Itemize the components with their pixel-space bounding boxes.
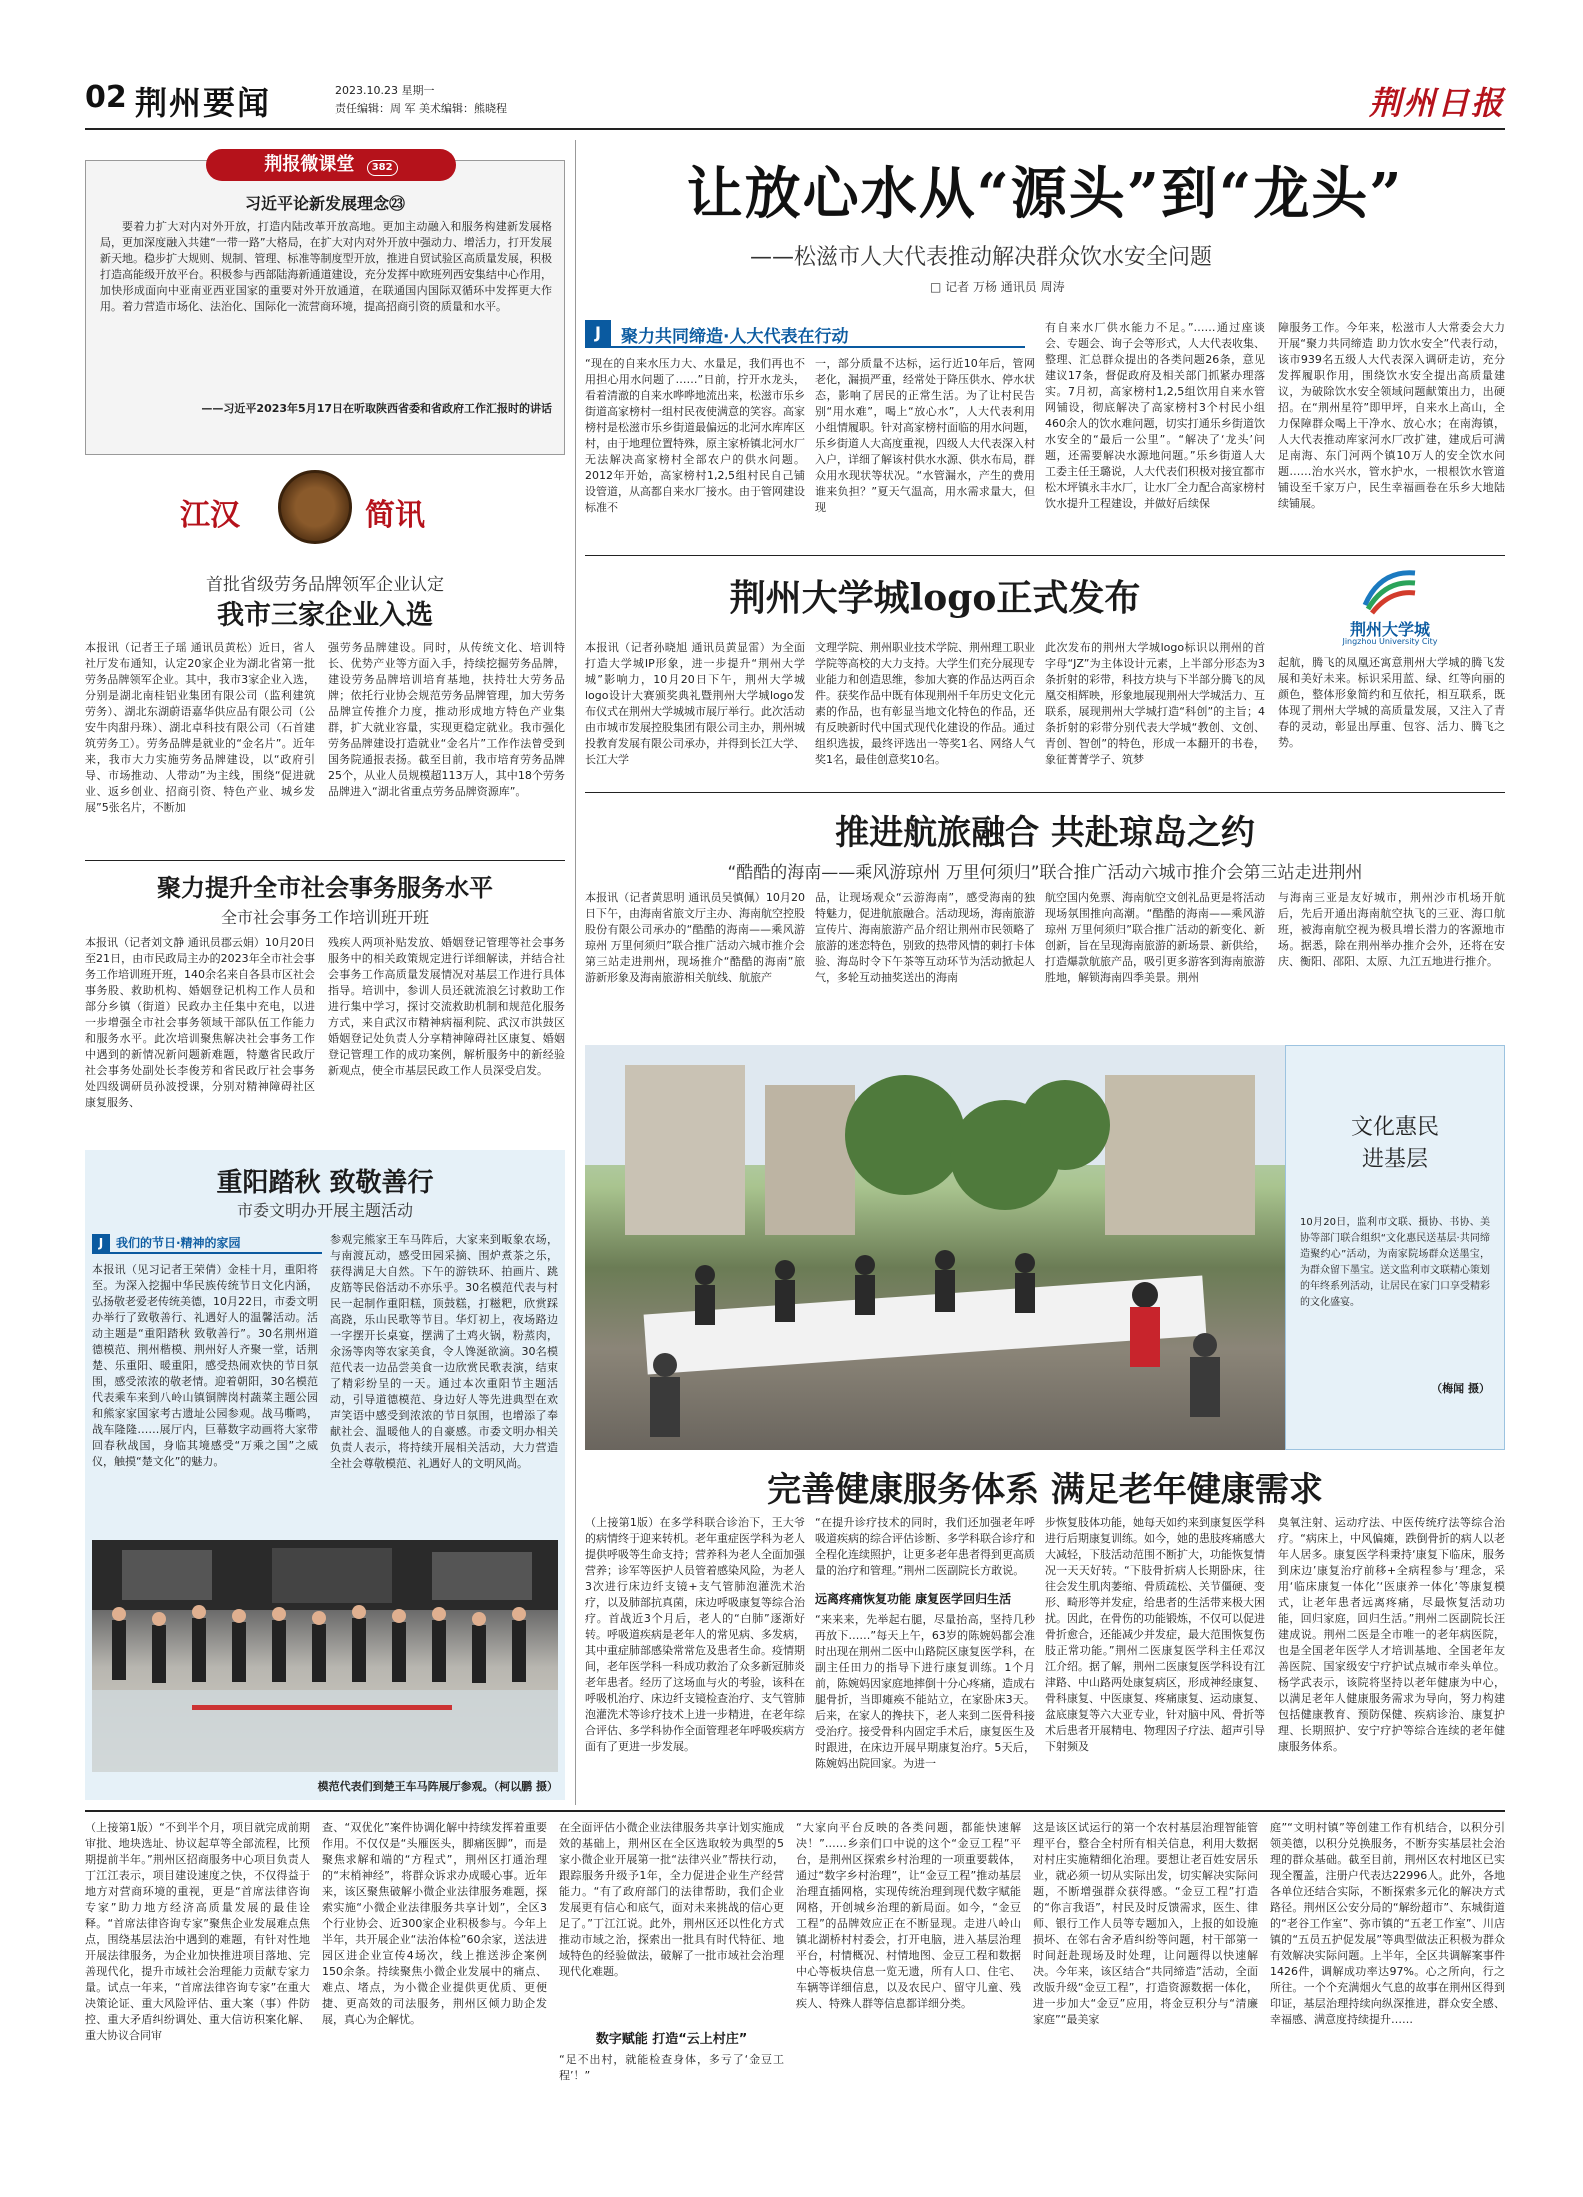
chongyang-banner-label: 我们的节日·精神的家园 — [116, 1236, 241, 1250]
divider — [585, 792, 1505, 793]
exhibition-photo — [92, 1540, 558, 1772]
chongyang-banner — [92, 1232, 322, 1254]
health-headline: 完善健康服务体系 满足老年健康需求 — [767, 1470, 1323, 1510]
main-col3: 有自来水厂供水能力不足。”……通过座谈会、专题会、询子会等形式，人大代表收集、整理、汇总群众提出的各类问题26条，意见建议17条，督促政府及相关部门抓紧办理落实。7月初，高家榜村1,2,5组饮用自来水管网铺设，彻底解决了高家榜村3个村民小组460余人的饮水难问题，切实打通乐乡街道饮水安全的“最后一公里”。“解决了‘龙头’问题，还需要解决水源地问题。”乐乡街道人大工委主任王璐说，人大代表们积极对接宜都市松木坪镇永丰水厂，让水厂全力配合高家榜村饮水提升工程建设，并做好后续保 — [1045, 321, 1265, 510]
hainan-subhead: “酷酷的海南——乘风游琼州 万里何须归”联合推广活动六城市推介会第三站走进荆州 — [727, 863, 1363, 883]
bottom-col6: 庭”“文明村镇”等创建工作有机结合，以积分引领美德，以积分兑换服务，不断夯实基层社会治理的群众基础。截至目前，荆州区农村地区已实现全覆盖，注册户代表达22996人。此外，各地各单位还结合实际，不断探索多元化的解决方式路径。荆州区公安分局的“解纷超市”、东城街道的“老谷工作室”、弥市镇的“五老工作室”、川店镇的“五员五护促发展”等典型做法正积极为群众有效解决实际问题。上半年，全区共调解案事件1426件，调解成功率达97%。心之所向，行之所往。一个个充满烟火气息的故事在荆州区得到印证，基层治理持续向纵深推进，群众安全感、幸福感、满意度持续提升…… — [1270, 1821, 1505, 2026]
masthead — [85, 78, 1505, 128]
weiketang-source: ——习近平2023年5月17日在听取陕西省委和省政府工作汇报时的讲话 — [201, 402, 552, 415]
weiketang-badge-label: 荆报微课堂 — [264, 154, 355, 175]
chongyang-col1: 本报讯（见习记者王荣倩）金桂十月，重阳将至。为深入挖掘中华民族传统节日文化内涵，弘扬敬老爱老传统美德，10月22日，市委文明办举行了致敬善行、礼遇好人的温馨活动。活动主题是“重阳踏秋 致敬善行”。30名荆州道德模范、荆州楷模、荆州好人齐聚一堂，话荆楚、乐重阳、暖重阳，感受热闹欢快的节日氛围，感受浓浓的敬老情。迎着朝阳，30名模范代表乘车来到八岭山镇铜牌岗村蔬菜主题公园和熊家家国家考古遗址公园参观。战马嘶鸣，战车隆隆……展厅内，巨幕数字动画将大家带回春秋战国，身临其境感受“万乘之国”之威仪，触摸“楚文化”的魅力。 — [92, 1263, 318, 1468]
bottom-col1: （上接第1版）“不到半个月，项目就完成前期审批、地块选址、协议起草等全部流程，比预期提前半年。”荆州区招商服务中心项目负责人丁江江表示，项目建设速度之快，不仅得益于地方对营商环境的重视，更是“首席法律咨询专家”助力地方经济高质量发展的最佳诠释。“首席法律咨询专家”聚焦企业发展难点焦点，围绕基层法治中遇到的难题，有针对性地开展法律服务，为企业加快推进项目落地、完善现代化，提升市域社会治理能力贡献专家力量。试点一年来，“首席法律咨询专家”在重大决策论证、重大风险评估、重大案（事）件防控、重大矛盾纠纷调处、重大信访积案化解、重大协议合同审 — [85, 1821, 310, 2042]
social-col1: 本报讯（记者刘文静 通讯员郡云娟）10月20日至21日，由市民政局主办的2023年全市社会事务工作培训班开班，140余名来自各县市区社会事务股、救助机构、婚姻登记机构工作人员和部分乡镇（街道）民政办主任集中充电，以进一步增强全市社会事务领域干部队伍工作能力和服务水平。此次培训聚焦解决社会事务工作中遇到的新情况新问题新难题，特邀省民政厅社会事务处副处长李俊芳和省民政厅社会事务处四级调研员孙波授课，分别对精神障碍社区康复服务、 — [85, 936, 315, 1109]
jzuc-logo-cn: 荆州大学城 — [1349, 620, 1430, 639]
divider — [85, 860, 565, 861]
weiketang-number: 382 — [367, 160, 398, 176]
column-logo-icon: J — [585, 320, 611, 346]
jzuc-logo-mark — [1360, 565, 1420, 615]
health-col2b: “来来来，先举起右腿，尽量抬高，坚持几秒再放下……”每天上午，63岁的陈婉妈都会准时出现在荆州二医中山路院区康复医学科，在副主任田力的指导下进行康复训练。1个月前，陈婉妈因家庭地摔倒十分心疼痛，造成右腿骨折，当即瘫痪不能站立，在家卧床3天。后来，在家人的搀扶下，老人来到二医骨科接受治疗。接受骨科内固定手术后，康复医生及时跟进，在床边开展早期康复治疗。5天后，陈婉妈出院回家。为进一 — [815, 1613, 1035, 1770]
culture-photo-scene — [585, 1045, 1285, 1450]
jianghan-logo-right: 简讯 — [365, 498, 425, 533]
hainan-col2: 品，让现场观众“云游海南”，感受海南的独特魅力，促进航旅融合。活动现场，海南旅游宣传片、海南旅游产品介绍让荆州市民领略了旅游的迷恋特色，别致的热带风情的刺打卡体验、海岛时令下午茶等互动环节为活动掀起人气，多轮互动抽奖送出的海南 — [815, 891, 1035, 984]
chongyang-subhead: 市委文明办开展主题活动 — [236, 1201, 413, 1220]
culture-title-line1: 文化惠民 — [1350, 1115, 1439, 1140]
bottom-col2: 查、“双优化”案件协调化解中持续发挥着重要作用。不仅仅是“头雁医头，脚痛医脚”，而是聚焦求解和端的“方程式”，荆州区打通治理的“末梢神经”，将群众诉求办成暖心事。近年来，该区聚焦破解小微企业法律服务难题，探索实施“小微企业法律服务共享计划”，全区3个行业协会、近300家企业积极参与。今年上半年，共开展企业“法治体检”60余家，送法进园区进企业宣传4场次，线上推送涉企案例150余条。持续聚焦小微企业发展中的痛点、难点、堵点，为小微企业提供更优质、更便捷、更高效的司法服务，荆州区倾力助企发展，真心为企解忧。 — [322, 1821, 547, 2026]
logo-col1: 本报讯（记者孙晓旭 通讯员黄显雷）为全面打造大学城IP形象，进一步提升“荆州大学城”影响力，10月20日下午，荆州大学城logo设计大赛颁奖典礼暨荆州大学城logo发布仪式在荆州大学城城市展厅举行。此次活动由市城市发展控股集团有限公司主办，荆州城投教育发展有限公司承办，并得到长江大学、长江大学 — [585, 641, 805, 766]
health-col2-subhead: 远离疼痛恢复功能 康复医学回归生活 — [815, 1592, 1012, 1606]
exhibition-photo-caption: 模范代表们到楚王车马阵展厅参观。（柯以鹏 摄） — [317, 1780, 558, 1793]
column-logo-icon: J — [92, 1234, 110, 1252]
social-col2: 残疾人两项补贴发放、婚姻登记管理等社会事务服务中的相关政策规定进行详细解读，并结合社会事务工作高质量发展情况对基层工作进行具体指导。培训中，参训人员还就流浪乞讨救助工作进行集中学习，探讨交流救助机制和规范化服务方式，来自武汉市精神病福利院、武汉市洪鼓区婚姻登记处负责人分享精神障碍社区康复、婚姻登记管理工作的成功案例，解析服务中的新经验新观点，使全市基层民政工作人员深受启发。 — [328, 936, 565, 1077]
health-col3: 步恢复肢体功能，她每天如约来到康复医学科进行后期康复训练。如今，她的患肢疼痛感大大减轻，下肢活动范围不断扩大，功能恢复情况一天天好转。“下肢骨折病人长期卧床，往往会发生肌肉萎缩、骨质疏松、关节僵硬、变形、畸形等并发症，给患者的生活带来极大困扰。因此，在骨伤的功能锻炼，不仅可以促进骨折愈合，还能减少并发症，最大范围恢复伤肢正常功能。”荆州二医康复医学科主任邓汉江介绍。据了解，荆州二医康复医学科设有江津路、中山路两处康复病区，形成神经康复、骨科康复、中医康复、疼痛康复、运动康复、盆底康复等六大亚专业，针对脑中风、骨折等术后患者开展精电、物理因子疗法、超声引导下射频及 — [1045, 1516, 1265, 1753]
weiketang-badge — [206, 149, 456, 181]
exhibition-photo-figures — [92, 1540, 558, 1772]
culture-caption: 10月20日，监利市文联、摄协、书协、美协等部门联合组织“文化惠民送基层·共同缔造聚约心”活动，为南家院场群众送墨宝，为群众留下墨宝。送文监利市文联精心策划的年终系列活动，让居民在家门口享受精彩的文化盛宴。 — [1300, 1217, 1490, 1308]
bottom-col3b: “足不出村，就能检查身体，多亏了‘金豆工程’！” — [559, 2053, 784, 2082]
masthead-rule — [85, 128, 1505, 130]
jianghan-kicker: 首批省级劳务品牌领军企业认定 — [206, 575, 444, 595]
main-headline: 让放心水从“源头”到“龙头” — [686, 161, 1404, 227]
health-col1: （上接第1版）在多学科联合诊治下，王大爷的病情终于迎来转机。老年重症医学科为老人提供呼吸等生命支持；营养科为老人全面加强营养；诊军等医护人员管着感染风险，为老人3次进行床边纤支镜+支气管肺泡灌洗术治疗，以及肺部抗真菌，床边呼吸康复等综合治疗。首战近3个月后，老人的“白肺”逐渐好转。呼吸道疾病是老年人的常见病、多发病，其中重症肺部感染常常危及患者生命。疫情期间，老年医学科一科成功救治了众多新冠肺炎老年患者。经历了这场血与火的考验，该科在呼吸机治疗、床边纤支镜检查治疗、支气管肺泡灌洗术等诊疗技术上进一步精进，在老年综合评估、多学科协作全面管理老年呼吸疾病方面有了更进一步发展。 — [585, 1516, 805, 1753]
main-col2: 一，部分质量不达标，运行近10年后，管网老化，漏损严重，经常处于降压供水、停水状态，影响了居民的正常生活。为了让村民告别“用水难”，喝上“放心水”，人大代表利用小组情履职。针对高家榜村面临的用水问题，乐乡街道人大高度重视，四级人大代表深入村入户，详细了解该村供水水源、供水布局，群众用水现状等状况。“水管漏水，产生的费用谁来负担？”夏天气温高，用水需求量大，但现 — [815, 357, 1035, 514]
main-col1: “现在的自来水压力大、水量足，我们再也不用担心用水问题了……”日前，拧开水龙头，看着清澈的自来水哗哗地流出来，松滋市乐乡街道高家榜村一组村民夜使满意的笑容。高家榜村是松滋市乐乡街道最偏远的北河水库库区村，由于地理位置特殊，原主家桥镇北河水厂无法解决高家榜村全部农户的供水问题。2012年开始，高家榜村1,2,5组村民自己铺设管道，从高都自来水厂接水。由于管网建设标准不 — [585, 357, 805, 514]
bottom-col4: “大家向平台反映的各类问题，都能快速解决！”……乡亲们口中说的这个“金豆工程”平台，是荆州区探索乡村治理的一项重要载体，通过“数字乡村治理”，让“金豆工程”推动基层治理直插网格，实现传统治理到现代数字赋能网格，开创城乡治理的新局面。如今，“金豆工程”的品牌效应正在不断显现。走进八岭山镇北湖桥村村委会，打开电脑，进入基层治理平台，村情概况、村情地图、金豆工程和数据中心等板块信息一览无遗，所有人口、住宅、车辆等详细信息，以及农民户、留守儿童、残疾人、特殊人群等信息都详细分类。 — [796, 1821, 1021, 2010]
bottom-col3: 在全面评估小微企业法律服务共享计划实施成效的基础上，荆州区在全区选取较为典型的5家小微企业开展第一批“法律兴业”帮扶行动，跟踪服务升级予1年，全力促进企业生产经营能力。“有了政府部门的法律帮助，我们企业发展更有信心和底气，面对未来挑战的信心更足了。”丁江江说。此外，荆州区还以性化方式推动市域之治，探索出一批具有时代特征、地域特色的经验做法，破解了一批市域社会治理现代化难题。 — [559, 1821, 784, 1978]
chongyang-headline: 重阳踏秋 致敬善行 — [216, 1168, 434, 1198]
social-headline: 聚力提升全市社会事务服务水平 — [157, 874, 493, 902]
jzuc-logo — [1315, 565, 1465, 650]
logo-headline: 荆州大学城logo正式发布 — [729, 577, 1141, 619]
weiketang-title: 习近平论新发展理念㉓ — [244, 194, 405, 213]
chongyang-col2: 参观完熊家王车马阵后，大家来到畈象农场，与南渡瓦动，感受田园采摘、围炉煮茶之乐，获得满足大自然。下午的游铁环、拍画片、跳皮筋等民俗活动不亦乐乎。30名模范代表与村民一起制作重阳糕，顶鼓糕，打糍粑，欣赏踩高跷，乐山民歌等节目。华灯初上，夜场路边一字摆开长桌宴，摆满了土鸡火锅，粉蒸肉，氽汤等肉等农家美食，令人馋涎欲滴。30名模范代表一边品尝美食一边欣赏民歌表演，结束了精彩纷呈的一天。通过本次重阳节主题活动，引导道德模范、身边好人等先进典型在欢声笑语中感受到浓浓的节日氛围，也增添了奉献社会、温暖他人的自豪感。市委文明办相关负责人表示，将持续开展相关活动，大力营造全社会尊敬模范、礼遇好人的文明风尚。 — [330, 1233, 558, 1470]
column-divider — [575, 140, 576, 1805]
main-subhead: ——松滋市人大代表推动解决群众饮水安全问题 — [750, 245, 1213, 270]
section-title: 荆州要闻 — [135, 84, 272, 122]
weiketang-body: 要着力扩大对内对外开放，打造内陆改革开放高地。更加主动融入和服务构建新发展格局，更加深度融入共建“一带一路”大格局，在扩大对内对外开放中强动力、增活力，打开发展新天地。稳步扩大规则、规制、管理、标准等制度型开放，推进自贸试验区高质量发展，积极打造高能级开放平台。积极参与西部陆海新通道建设，充分发挥中欧班列西安集结中心作用，加快形成面向中亚南亚西亚国家的重要对外开放通道，在联通国内国际双循环中发挥更大作用。着力营造市场化、法治化、国际化一流营商环境，提高招商引资的质量和水平。 — [100, 220, 552, 313]
main-col4: 障服务工作。今年来，松滋市人大常委会大力开展“聚力共同缔造 助力饮水安全”代表行动，该市939名五级人大代表深入调研走访，充分发挥履职作用，围绕饮水安全提出高质量建议，为破除饮水安全领域问题献策出力，出硬招。在“荆州星符”即甲坪，自来水上高山，全力保障群众喝上干净水、放心水；在南海镇，人大代表推动库家河水厂改扩建，建成后可满足南海、东门河两个镇10万人的安全饮水问题……治水兴水，管水护水，一根根饮水管道铺设至千家万户，民生幸福画卷在乐乡大地陆续铺展。 — [1278, 321, 1505, 510]
culture-credit: （梅闻 摄） — [1431, 1382, 1490, 1395]
jianghan-col1: 本报讯（记者王子瑶 通讯员黄松）近日，省人社厅发布通知，认定20家企业为湖北省第一批劳务品牌领军企业。其中，我市3家企业入选，分别是湖北南桂铝业集团有限公司（监利建筑劳务）、湖北东湖蔚语嘉华供应品有限公司（公安牛肉甜丹珠）、湖北卓科技有限公司（石首建筑劳务工）。劳务品牌是就业的“金名片”。近年来，我市大力实施劳务品牌建设，以“政府引导、市场推动、人带动”为主线，围绕“促进就业、返乡创业、招商引资、特色产业、城乡发展”5张名片，不断加 — [85, 641, 315, 814]
health-col4: 臭氧注射、运动疗法、中医传统疗法等综合治疗。“病床上，中风偏瘫，跌倒骨折的病人以老年人居多。康复医学科秉持‘康复下临床，服务到床边’康复治疗前移+全病程参与’理念，采用‘临床康复一体化’‘医康养一体化’等康复模式，让老年患者远离疼痛，尽最恢复活动功能，回归家庭，回归生活。”荆州二医副院长汪建成说。荆州二医是全市唯一的老年病医院，也是全国老年医学人才培训基地、全国老年友善医院、国家级安宁疗护试点城市牵头单位。杨学武表示，该院将坚持以老年健康为中心，以满足老年人健康服务需求为导向，努力构建包括健康教育、预防保健、疾病诊治、康复护理、长期照护、安宁疗护等综合连续的老年健康服务体系。 — [1278, 1516, 1505, 1753]
editor-credits: 责任编辑：周 军 美术编辑：熊晓程 — [335, 102, 507, 115]
culture-title-line2: 进基层 — [1361, 1147, 1428, 1172]
hainan-col3: 航空国内免票、海南航空文创礼品更是将活动现场氛围推向高潮。“酷酷的海南——乘风游琼州 万里何须归”联合推广活动的新变化、新创新，旨在呈现海南旅游的新场景、新供给，打造爆款航旅产品，吸引更多游客到海南旅游胜地，解锁海南四季美景。荆州 — [1045, 891, 1265, 984]
page-number: 02 — [85, 80, 127, 115]
culture-photo — [585, 1045, 1285, 1450]
health-col2: “在提升诊疗技术的同时，我们还加强老年呼吸道疾病的综合评估诊断、多学科联合诊疗和全程化连续照护，让更多老年患者得到更高质量的治疗和管理。”荆州二医副院长方敢说。 — [815, 1516, 1035, 1577]
jianghan-col2: 强劳务品牌建设。同时，从传统文化、培训特长、优势产业等方面入手，持续挖掘劳务品牌，建设劳务品牌培训培育基地，扶持壮大劳务品牌；依托行业协会规范劳务品牌管理，加大劳务品牌宣传推介力度，推动形成地方特色产业集群，扩大就业容量，实现更稳定就业。我市强化劳务品牌建设打造就业“金名片”工作作法曾受到国务院通报表扬。截至目前，我市培育劳务品牌25个，从业人员规模超113万人，其中18个劳务品牌进入“湖北省重点劳务品牌资源库”。 — [328, 641, 565, 798]
logo-col2: 文理学院、荆州职业技术学院、荆州理工职业学院等高校的大力支持。大学生们充分展现专业能力和创造思维，参加大赛的作品达两百余件。获奖作品中既有体现荆州千年历史文化元素的作品，也有彰显当地文化特色的作品，还有反映新时代中国式现代化建设的作品。通过组织选拔，最终评选出一等奖1名、网络人气奖1名，最佳创意奖10名。 — [815, 641, 1035, 766]
issue-date: 2023.10.23 星期一 — [335, 84, 435, 97]
jianghan-logo — [180, 470, 480, 550]
bottom-col5: 这是该区试运行的第一个农村基层治理智能管理平台，整合全村所有相关信息，利用大数据对村庄实施精细化治理。要想让老百姓安居乐业，就必须一切从实际出发，切实解决实际问题，不断增强群众获得感。“金豆工程”打造的“你言我语”，村民及时反馈需求，医生、律师、银行工作人员等专题加入，上报的如设施损坏、在邻右舍矛盾纠纷等问题，村干部第一时间赶赴现场及时处理，让问题得以快速解决。今年来，该区结合“共同缔造”活动，全面改版升级“金豆工程”，打造资源数据一体化，进一步加大“金豆”应用，将金豆积分与“清廉家庭”“最美家 — [1033, 1821, 1258, 2026]
jianghan-logo-left: 江汉 — [180, 498, 240, 533]
logo-col3: 此次发布的荆州大学城logo标识以荆州的首字母“JZ”为主体设计元素，上半部分形态为3条折射的彩带，科技方块与下半部分腾飞的凤凰交相辉映，形象地展现荆州大学城活力、互联系，展现荆州大学城打造“科创”的主旨；4条折射的彩带分别代表大学城“教创、文创、青创、智创”的特色，形成一本翻开的书卷，象征菁菁学子、筑梦 — [1045, 641, 1265, 766]
main-banner-label: 聚力共同缔造·人大代表在行动 — [621, 327, 849, 347]
jzuc-logo-en: Jingzhou University City — [1342, 637, 1438, 646]
divider — [585, 555, 1505, 556]
bottom-col3-subhead: 数字赋能 打造“云上村庄” — [595, 2032, 748, 2047]
bottom-divider — [85, 1810, 1505, 1812]
main-byline: □ 记者 万杨 通讯员 周涛 — [930, 280, 1065, 294]
weiketang-box — [85, 154, 565, 455]
social-subhead: 全市社会事务工作培训班开班 — [220, 908, 429, 927]
main-banner — [585, 320, 1025, 348]
hainan-headline: 推进航旅融合 共赴琼岛之约 — [835, 813, 1255, 853]
newspaper-logo: 荆州日报 — [1368, 84, 1505, 122]
hainan-col4: 与海南三亚是友好城市，荆州沙市机场开航后，先后开通出海南航空执飞的三亚、海口航班，被海南航空视为极具增长潜力的客源地市场。据悉，除在荆州举办推介会外，还将在安庆、衡阳、邵阳、太原、九江五地进行推介。 — [1278, 891, 1505, 968]
logo-col4: 起航，腾飞的凤凰还寓意荆州大学城的腾飞发展和美好未来。标识采用蓝、绿、红等向丽的颜色，整体形象简约和互依托，相互联系，既体现了荆州大学城的高质量发展，又注入了青春的灵动，彰显出厚重、包容、活力、腾飞之势。 — [1278, 656, 1505, 749]
hainan-col1: 本报讯（记者黄思明 通讯员吴慎佩）10月20日下午，由海南省旅文厅主办、海南航空控股股份有限公司承办的“酷酷的海南——乘风游琼州 万里何须归”联合推广活动六城市推介会第三站走进荆州，现场推介“酷酷的海南”旅游新形象及海南旅游相关航线、航旅产 — [585, 891, 805, 984]
seal-emblem-icon — [278, 470, 352, 544]
jianghan-headline: 我市三家企业入选 — [217, 600, 433, 631]
